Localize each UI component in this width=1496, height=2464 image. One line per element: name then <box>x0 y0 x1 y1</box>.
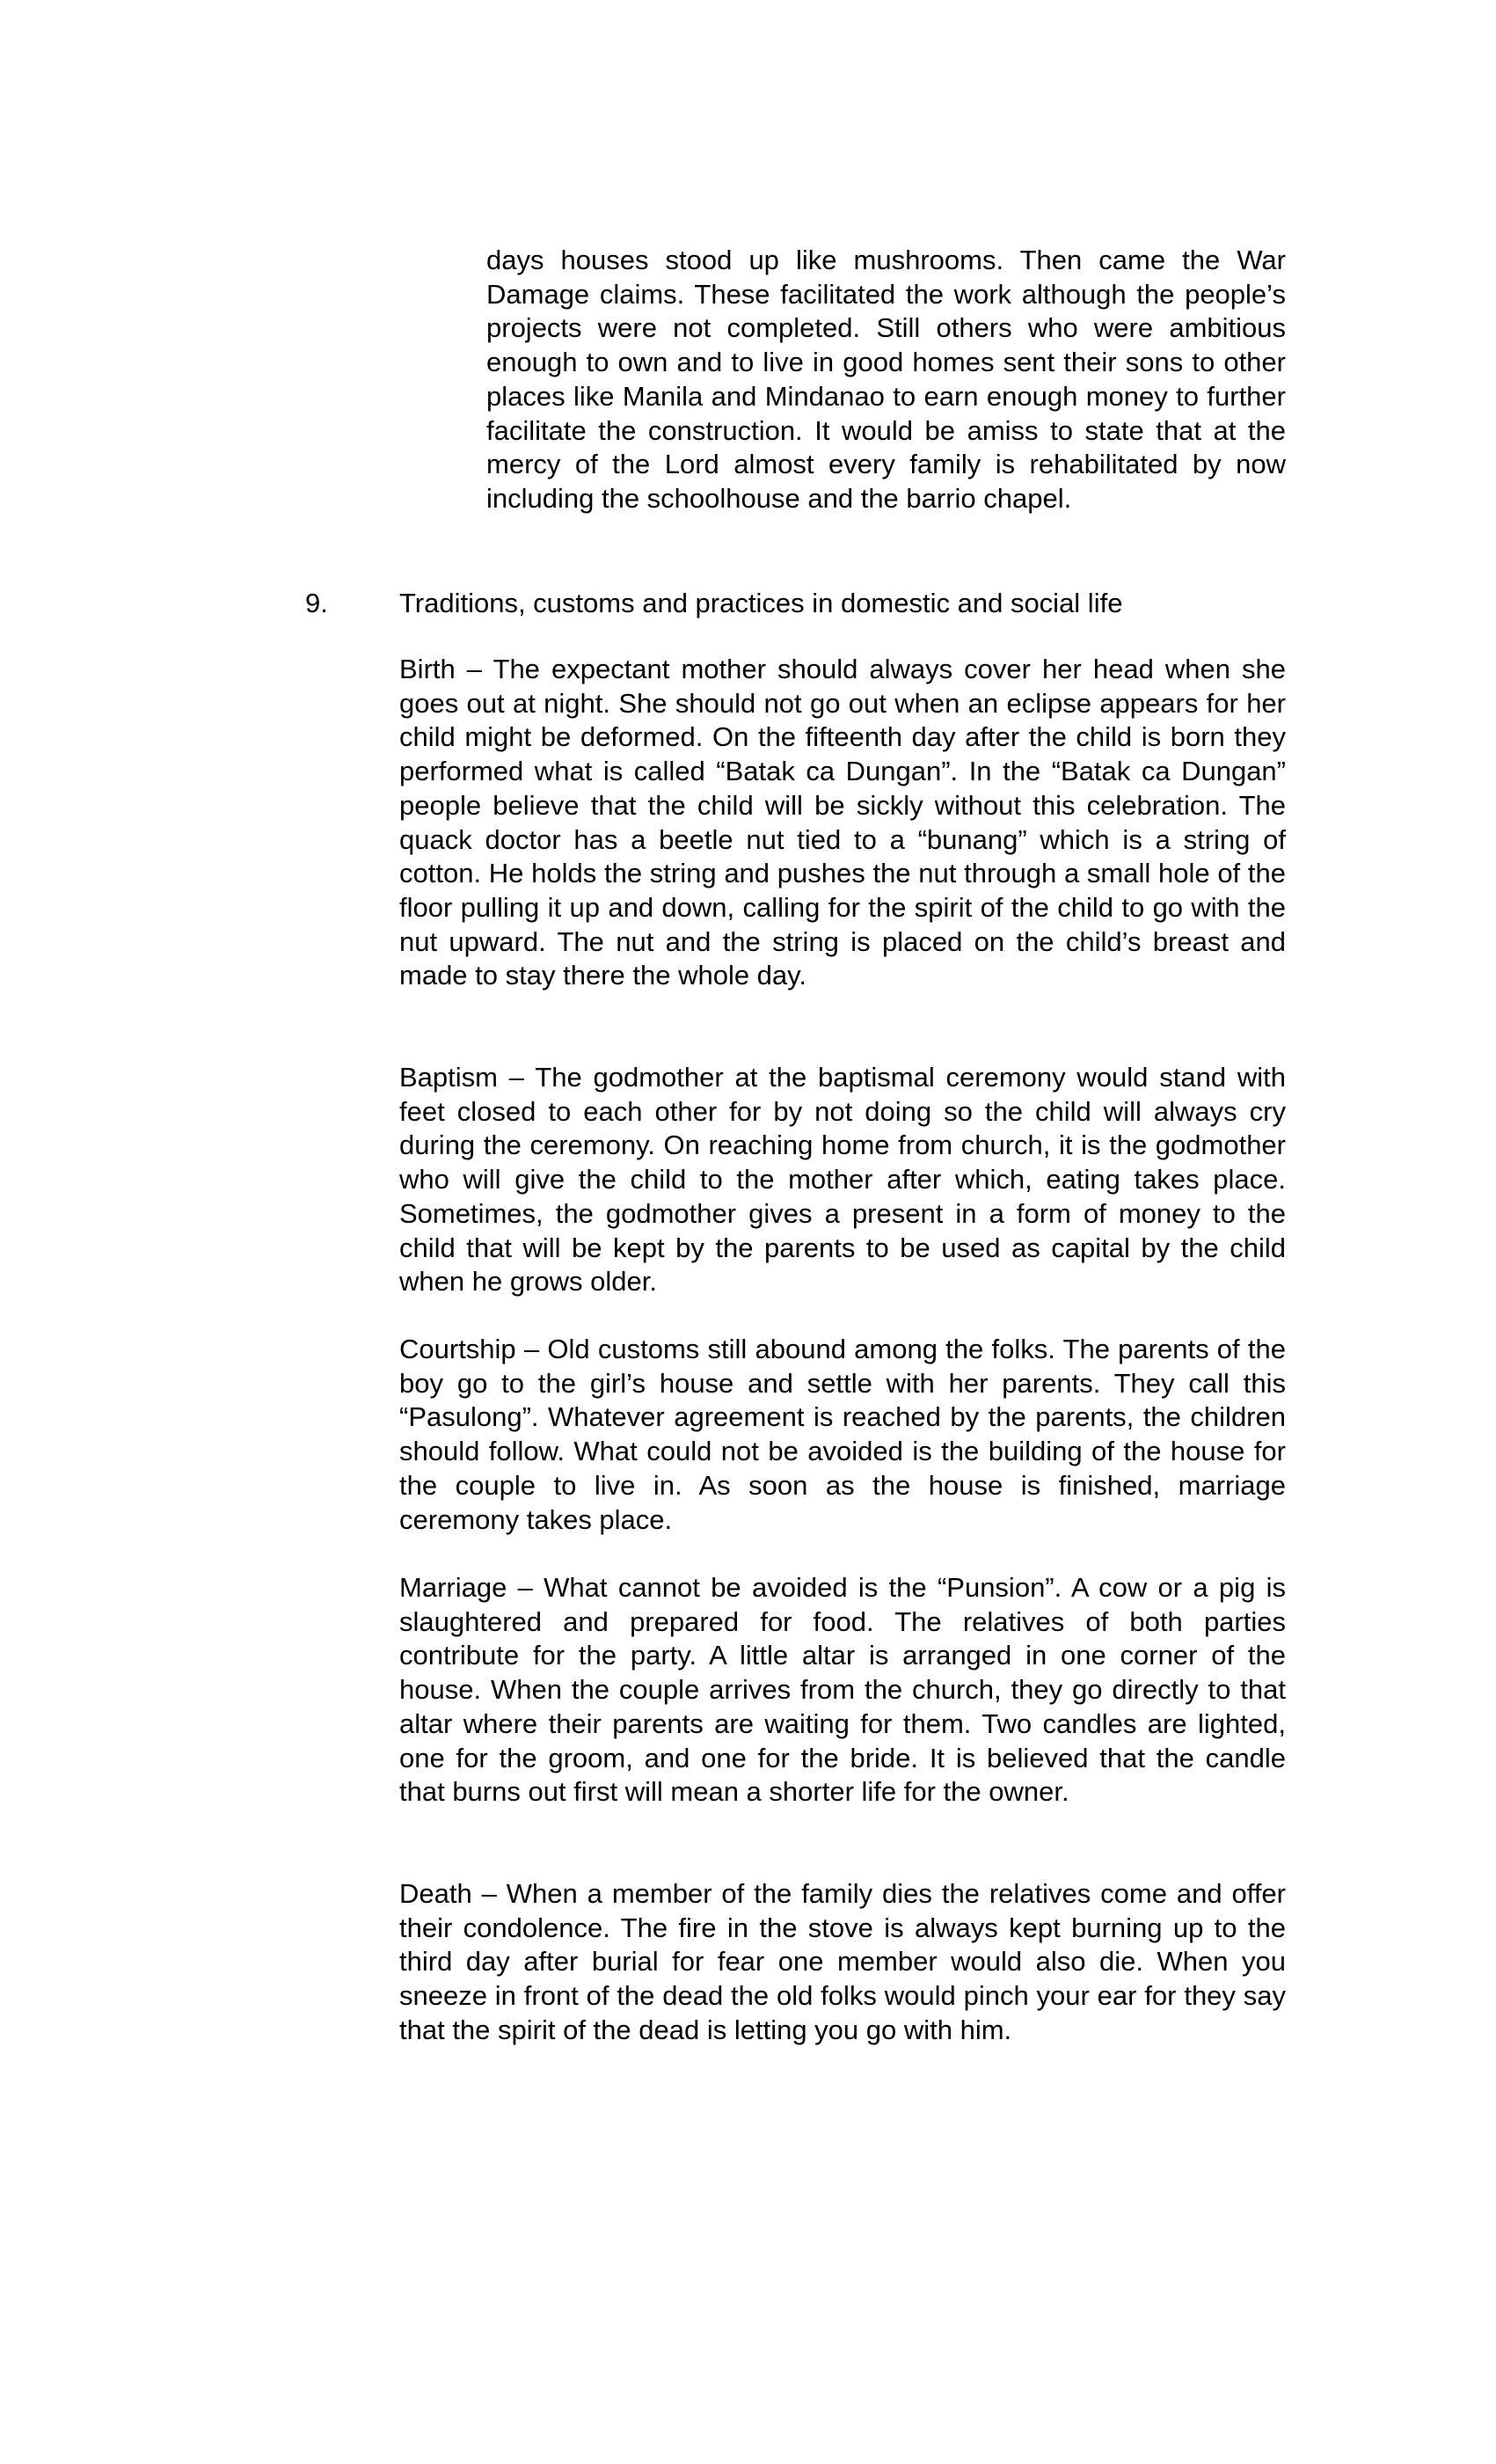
courtship-paragraph: Courtship – Old customs still abound among the folks. The parents of the boy go to the girl’s house and settle with her parents. They call this “Pasulong”. Whatever agreement is reached by the parents, the children should follow. What could not be avoided is the building of the house for the couple to live in. As soon as the house is finished, marriage ceremony takes place. <box>399 1334 1286 1535</box>
section-heading: Traditions, customs and practices in domestic and social life <box>399 588 1123 618</box>
birth-paragraph: Birth – The expectant mother should always cover her head when she goes out at night. She should not go out when an eclipse appears for her child might be deformed. On the fifteenth day after the child is born they performed what is called “Batak ca Dungan”. In the “Batak ca Dungan” people believe that the child will be sickly without this celebration. The quack doctor has a beetle nut tied to a “bunang” which is a string of cotton. He holds the string and pushes the nut through a small hole of the floor pulling it up and down, calling for the spirit of the child to go with the nut upward. The nut and the string is placed on the child’s breast and made to stay there the whole day. <box>399 654 1286 991</box>
section-number: 9. <box>305 588 328 618</box>
baptism-paragraph: Baptism – The godmother at the baptismal ceremony would stand with feet closed to each other for by not doing so the child will always cry during the ceremony. On reaching home from church, it is the godmother who will give the child to the mother after which, eating takes place. Sometimes, the godmother gives a present in a form of money to the child that will be kept by the parents to be used as capital by the child when he grows older. <box>399 1062 1286 1298</box>
marriage-paragraph: Marriage – What cannot be avoided is the “Punsion”. A cow or a pig is slaughtered and prepared for food. The relatives of both parties contribute for the party. A little altar is arranged in one corner of the house. When the couple arrives from the church, they go directly to that altar where their parents are waiting for them. Two candles are lighted, one for the groom, and one for the bride. It is believed that the candle that burns out first will mean a shorter life for the owner. <box>399 1572 1286 1808</box>
continuation-paragraph: days houses stood up like mushrooms. Then came the War Damage claims. These facilitated the work although the people’s projects were not completed. Still others who were ambitious enough to own and to live in good homes sent their sons to other places like Manila and Mindanao to earn enough money to further facilitate the construction. It would be amiss to state that at the mercy of the Lord almost every family is rehabilitated by now including the schoolhouse and the barrio chapel. <box>486 245 1286 514</box>
death-paragraph: Death – When a member of the family dies the relatives come and offer their condolence. The fire in the stove is always kept burning up to the third day after burial for fear one member would also die. When you sneeze in front of the dead the old folks would pinch your ear for they say that the spirit of the dead is letting you go with him. <box>399 1878 1286 2045</box>
